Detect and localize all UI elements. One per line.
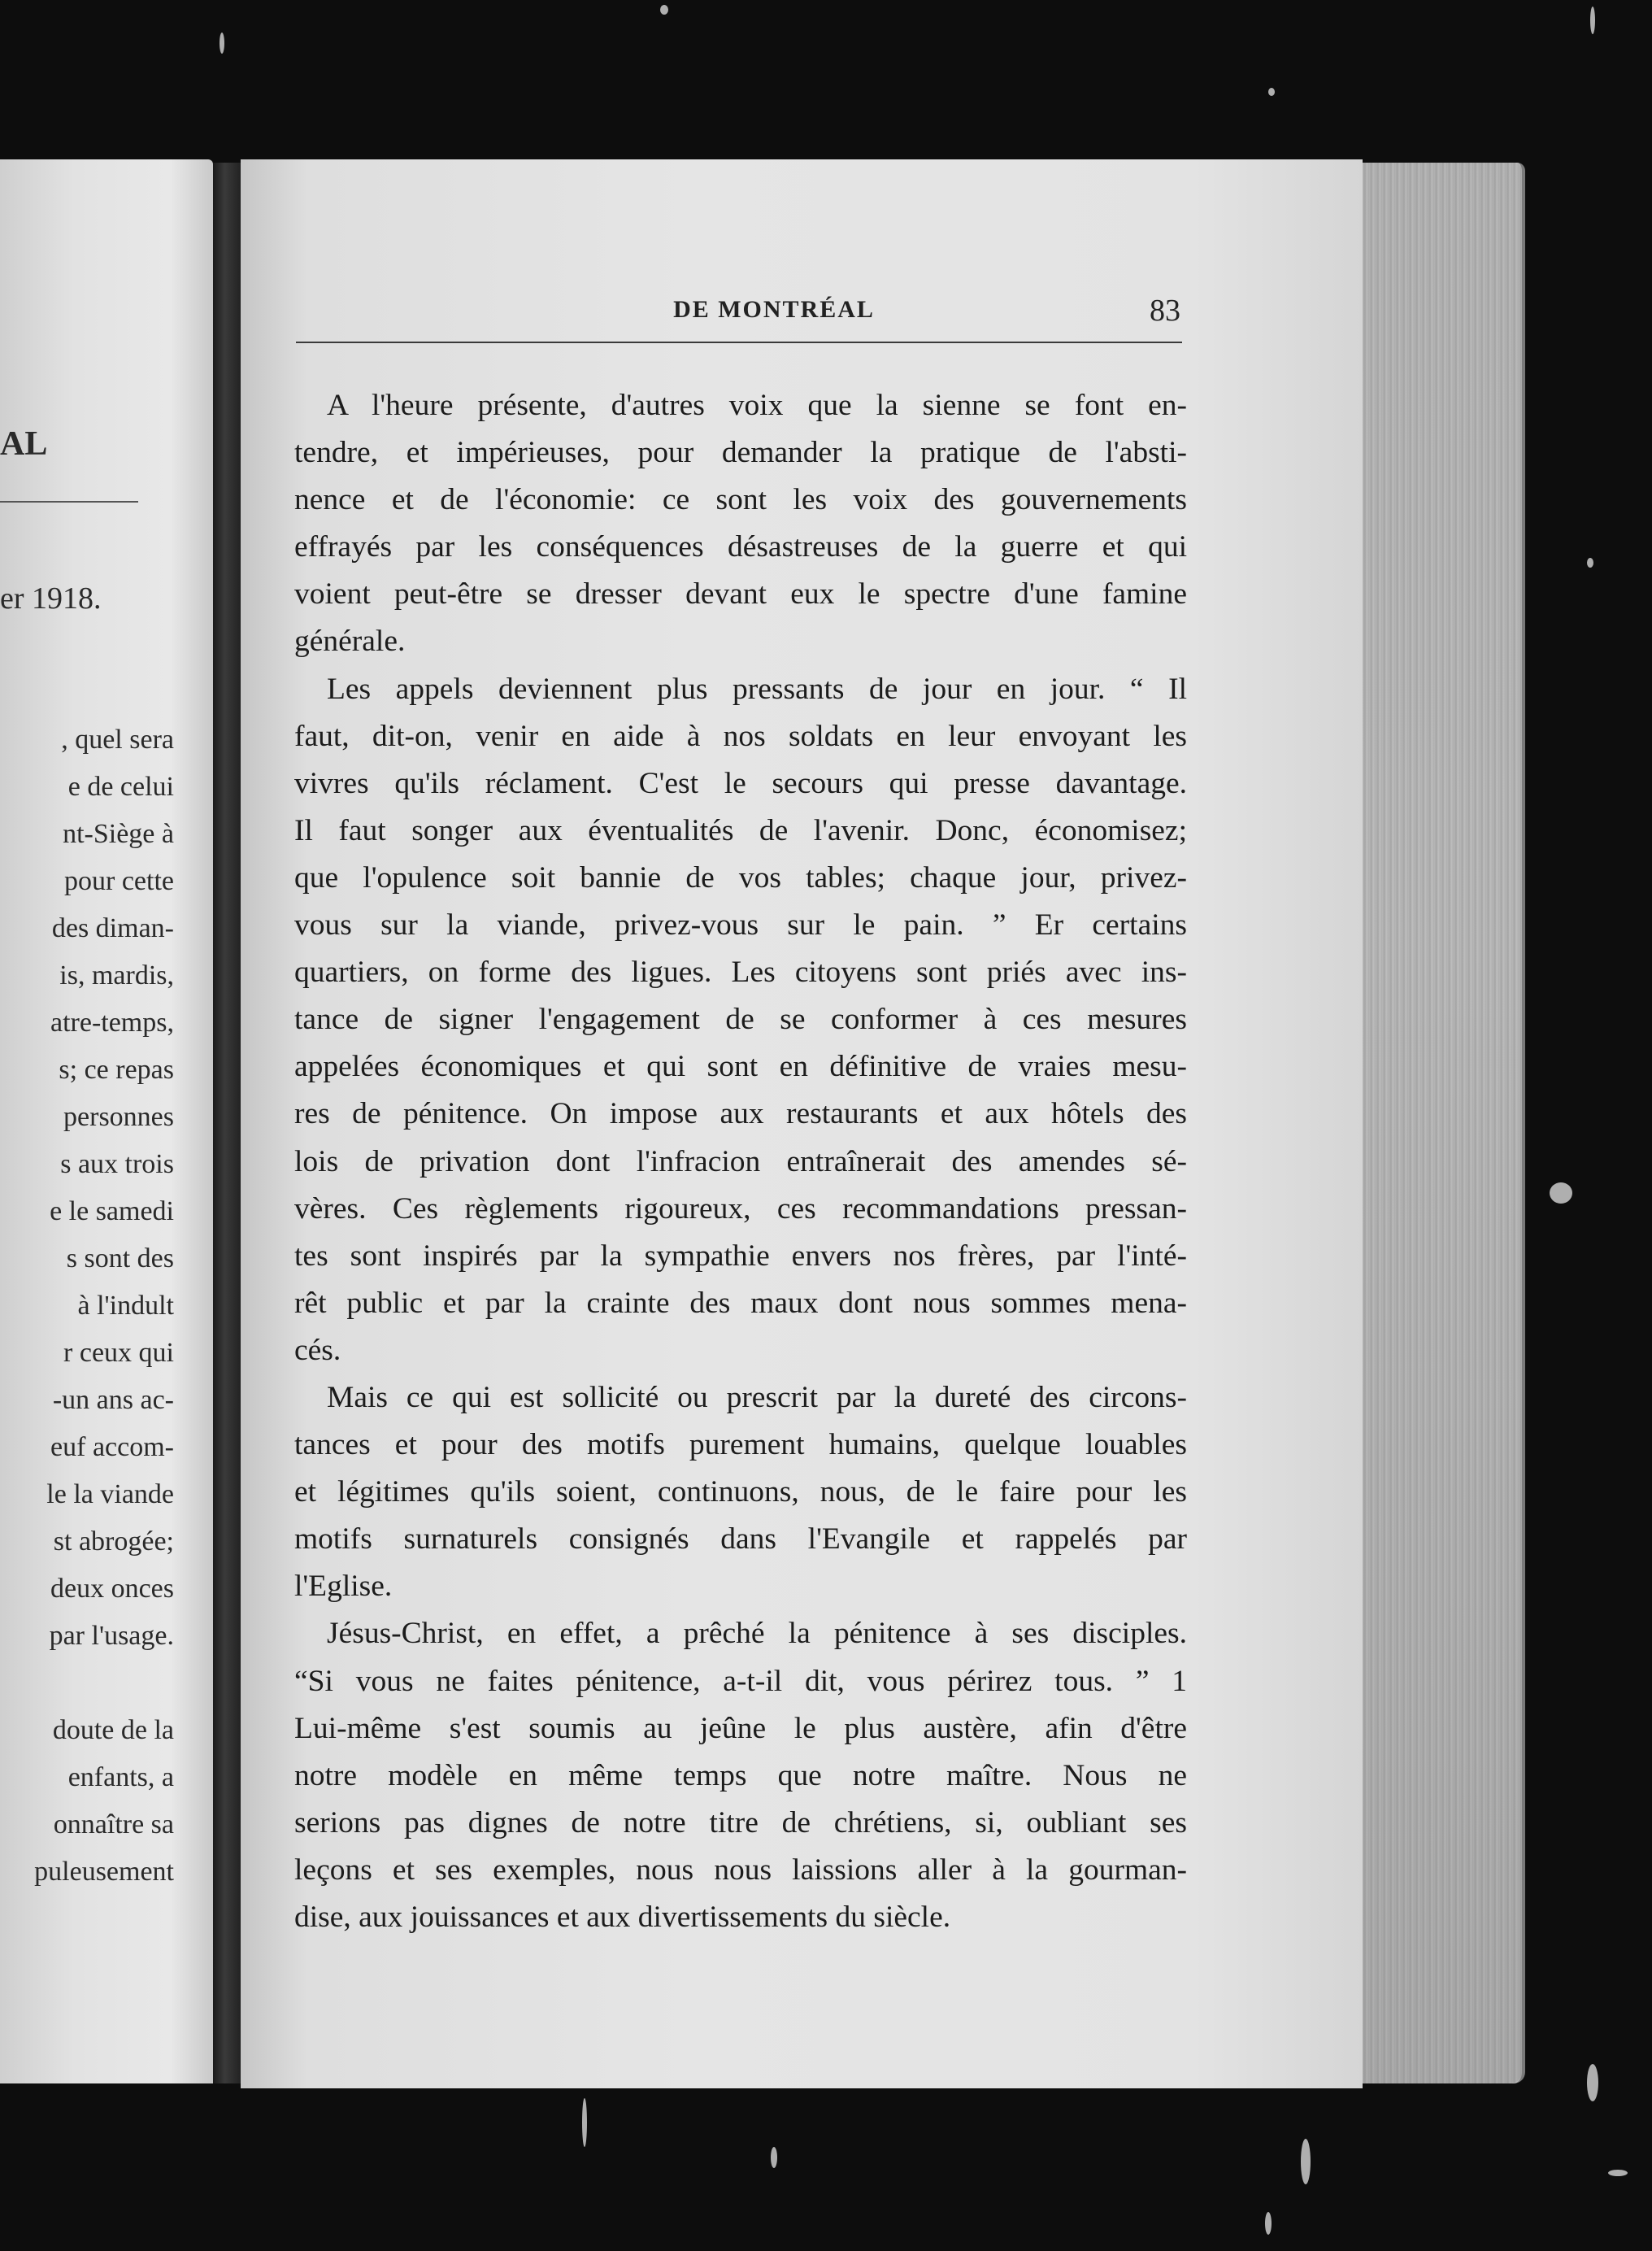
text-line: notre modèle en même temps que notre maître. Nous ne xyxy=(294,1758,1187,1792)
text-line: A l'heure présente, d'autres voix que la sienne se font en- xyxy=(327,389,1187,422)
left-text-fragment: deux onces xyxy=(50,1574,174,1604)
left-text-fragment: onnaître sa xyxy=(53,1809,174,1840)
running-head xyxy=(367,296,1180,335)
left-text-fragment: , quel sera xyxy=(61,725,174,755)
paragraph xyxy=(294,1610,1187,1941)
left-text-fragment: s; ce repas xyxy=(59,1055,174,1085)
text-line: “Si vous ne faites pénitence, a-t-il dit, vous périrez tous. ” 1 xyxy=(294,1664,1187,1698)
text-line: tes sont inspirés par la sympathie envers nos frères, par l'inté- xyxy=(294,1239,1187,1273)
text-line: lois de privation dont l'infracion entraînerait des amendes sé- xyxy=(294,1144,1187,1178)
text-line: tendre, et impérieuses, pour demander la pratique de l'absti- xyxy=(294,436,1187,470)
left-text-fragment: personnes xyxy=(63,1102,174,1132)
left-text-fragment: e le samedi xyxy=(50,1196,174,1226)
text-line: res de pénitence. On impose aux restaurants et aux hôtels des xyxy=(294,1097,1187,1131)
text-line: Mais ce qui est sollicité ou prescrit par la dureté des circons- xyxy=(327,1380,1187,1414)
left-text-fragment: enfants, a xyxy=(67,1762,174,1792)
left-heading-fragment: AL xyxy=(0,428,48,460)
page-fore-edge xyxy=(1363,163,1525,2083)
scan-speck xyxy=(1268,88,1275,96)
left-text-fragment: nt-Siège à xyxy=(63,819,174,849)
scan-speck xyxy=(582,2098,587,2147)
text-line: tance de signer l'engagement de se conformer à ces mesures xyxy=(294,1003,1187,1037)
text-line: voient peut-être se dresser devant eux le spectre d'une famine xyxy=(294,577,1187,612)
text-line: dise, aux jouissances et aux divertissements du siècle. xyxy=(294,1901,951,1934)
scan-speck xyxy=(1550,1182,1572,1204)
text-line: Lui-même s'est soumis au jeûne le plus austère, afin d'être xyxy=(294,1711,1187,1745)
left-text-fragment: st abrogée; xyxy=(53,1526,174,1557)
scan-speck xyxy=(1301,2139,1311,2184)
text-line: vous sur la viande, privez-vous sur le pain. ” Er certains xyxy=(294,908,1187,943)
scan-speck xyxy=(1590,7,1595,34)
text-line: vivres qu'ils réclament. C'est le secours qui presse davantage. xyxy=(294,766,1187,800)
paragraph xyxy=(294,382,1187,666)
text-line: rêt public et par la crainte des maux dont nous sommes mena- xyxy=(294,1286,1187,1320)
text-line: motifs surnaturels consignés dans l'Evangile et rappelés par xyxy=(294,1522,1187,1557)
text-line: nence et de l'économie: ce sont les voix des gouvernements xyxy=(294,483,1187,517)
text-line: l'Eglise. xyxy=(294,1570,393,1604)
book-gutter xyxy=(213,163,242,2083)
paragraph xyxy=(294,1374,1187,1610)
left-text-fragment: pour cette xyxy=(64,866,174,896)
scan-speck xyxy=(1265,2212,1272,2235)
scan-speck xyxy=(660,5,668,15)
left-text-fragment: s sont des xyxy=(66,1243,174,1274)
scan-speck xyxy=(220,33,224,54)
left-text-fragment: -un ans ac- xyxy=(52,1385,174,1415)
left-text-fragment: à l'indult xyxy=(77,1291,174,1321)
text-line: que l'opulence soit bannie de vos tables; chaque jour, privez- xyxy=(294,860,1187,895)
scan-speck xyxy=(1608,2170,1628,2176)
text-line: leçons et ses exemples, nous nous laissions aller à la gourman- xyxy=(294,1853,1187,1887)
left-page xyxy=(0,159,213,2083)
text-line: quartiers, on forme des ligues. Les citoyens sont priés avec ins- xyxy=(294,956,1187,990)
body-text xyxy=(294,382,1187,1941)
left-text-fragment: le la viande xyxy=(46,1479,174,1509)
left-text-fragment: doute de la xyxy=(52,1715,174,1745)
text-line: générale. xyxy=(294,625,406,659)
scan-speck xyxy=(1587,558,1593,568)
left-text-fragment: r ceux qui xyxy=(63,1338,174,1368)
left-text-fragment: atre-temps, xyxy=(50,1008,174,1038)
left-date-fragment: er 1918. xyxy=(0,582,102,615)
left-text-fragment: s aux trois xyxy=(60,1149,174,1179)
scan-speck xyxy=(1587,2064,1598,2101)
text-line: faut, dit-on, venir en aide à nos soldats en leur envoyant les xyxy=(294,719,1187,753)
paragraph xyxy=(294,666,1187,1374)
text-line: Il faut songer aux éventualités de l'avenir. Donc, économisez; xyxy=(294,813,1187,847)
header-rule xyxy=(296,342,1182,343)
text-line: vères. Ces règlements rigoureux, ces recommandations pressan- xyxy=(294,1191,1187,1226)
running-title: DE MONTRÉAL xyxy=(673,296,875,323)
left-text-fragment: e de celui xyxy=(67,772,174,802)
left-text-fragment: des diman- xyxy=(51,913,174,943)
left-text-fragment: puleusement xyxy=(34,1857,174,1887)
text-line: serions pas dignes de notre titre de chrétiens, si, oubliant ses xyxy=(294,1805,1187,1840)
text-line: tances et pour des motifs purement humains, quelque louables xyxy=(294,1428,1187,1462)
text-line: Les appels deviennent plus pressants de jour en jour. “ Il xyxy=(327,672,1187,706)
scan-speck xyxy=(771,2147,777,2168)
left-text-fragment: euf accom- xyxy=(50,1432,174,1462)
left-page-header-rule xyxy=(0,501,138,503)
text-line: Jésus-Christ, en effet, a prêché la pénitence à ses disciples. xyxy=(327,1617,1187,1651)
page-number: 83 xyxy=(1150,294,1180,328)
text-line: et légitimes qu'ils soient, continuons, nous, de le faire pour les xyxy=(294,1475,1187,1509)
left-text-fragment: is, mardis, xyxy=(59,960,174,991)
text-line: appelées économiques et qui sont en définitive de vraies mesu- xyxy=(294,1050,1187,1084)
text-line: cés. xyxy=(294,1333,341,1367)
left-text-fragment: par l'usage. xyxy=(49,1621,174,1651)
text-line: effrayés par les conséquences désastreuses de la guerre et qui xyxy=(294,530,1187,564)
